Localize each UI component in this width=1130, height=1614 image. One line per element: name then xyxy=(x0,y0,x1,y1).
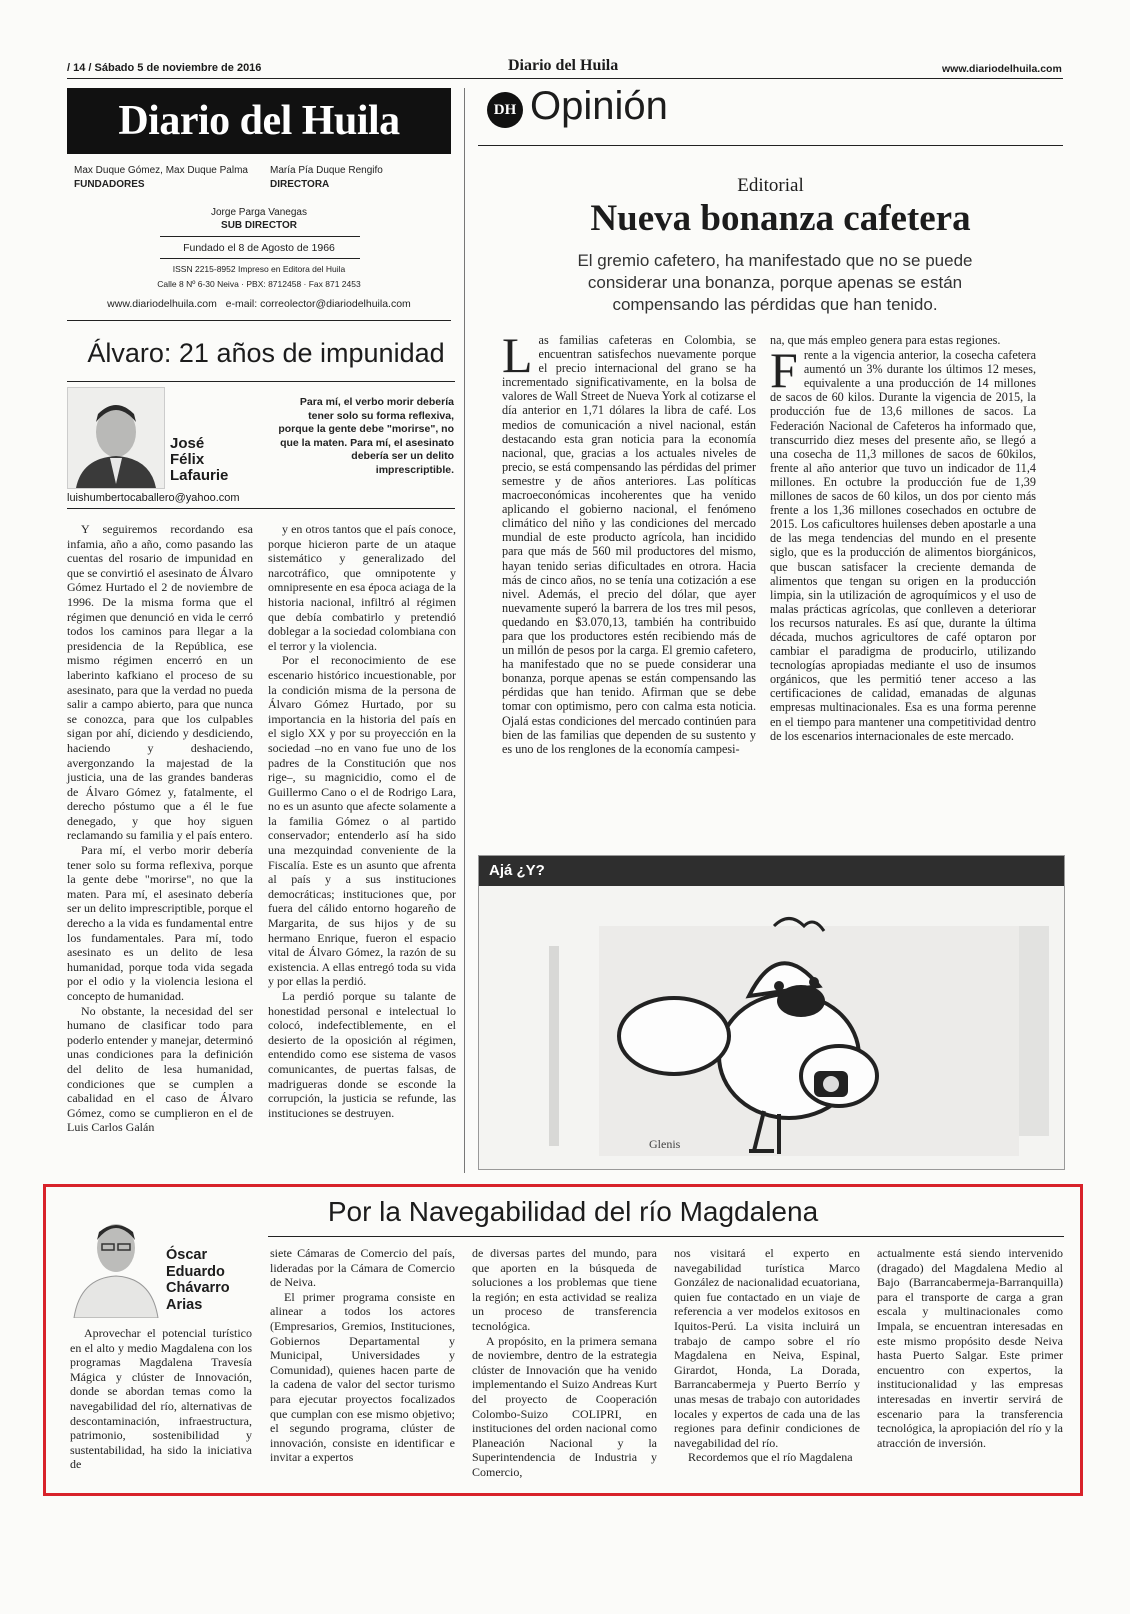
editorial-kicker: Editorial xyxy=(737,175,804,196)
alvaro-col1-p2: Para mí, el verbo morir debería tener solo su forma reflexiva, porque la gente debe "morirse", no que la maten. Para mí, el asesinato debería ser un delito imprescriptible, porque el derecho a la vida es fundamental entre los fundamentales. Para mí, todo asesinato es un delito de lesa humanidad, porque toda vida segada por el odio y la violencia lesiona el concepto de humanidad. xyxy=(67,843,253,1003)
alvaro-col-2 xyxy=(268,522,456,1120)
address-line: Calle 8 Nº 6-30 Neiva · PBX: 8712458 · Fax 871 2453 xyxy=(157,279,361,289)
author-first: José xyxy=(170,435,205,452)
author-last: Lafaurie xyxy=(170,467,229,484)
alvaro-col2-p2: Por el reconocimiento de ese escenario histórico incuestionable, por la condición misma de la persona de Álvaro Gómez Hurtado, por su importancia en la historia del país en el siglo XX y por su proyección en la sociedad –no en vano fue uno de los padres de la Constitución que nos rige–, su magnicidio, como el de Guillermo Cano o el de Rodrigo Lara, no es un asunto que afecte solamente a la familia Gómez o al partido conservador; entenderlo así ha sido una mezquindad conveniente de la Fiscalía. Este es un asunto que afrenta al país y a sus instituciones democráticas; instituciones que, por fuera del cálido entorno hogareño de Margarita, de sus hijos y de su hermano Enrique, fueron el espacio vital de Álvaro Gómez, la razón de su existencia. A ellas entregó toda su vida y por ellas la perdió. xyxy=(268,653,456,989)
author-middle: Félix xyxy=(170,451,205,468)
founded-date: Fundado el 8 de Agosto de 1966 xyxy=(183,242,335,254)
author-name-lafaurie xyxy=(170,436,228,484)
editorial-subtitle: El gremio cafetero, ha manifestado que no se puede considerar una bonanza, porque apenas se están compensando las pérdidas que han tenido. xyxy=(577,251,973,314)
magdalena-col-2 xyxy=(270,1246,455,1465)
chavarro-name-1: Óscar xyxy=(166,1247,208,1263)
header-rule xyxy=(67,78,1063,79)
author-email[interactable]: luishumbertocaballero@yahoo.com xyxy=(67,492,240,504)
masthead-logo-text: Diario del Huila xyxy=(118,98,400,144)
magdalena-col3-p2: A propósito, en la primera semana de noviembre, dentro de la estrategia clúster de Innovación que ha venido implementando el Suizo Andreas Kurt del proyecto de Cooperación Colombo-Suizo COLIPRI, en instituciones del orden nacional como Planeación Nacional y la Superintendencia de Industria y Comercio, xyxy=(472,1333,657,1479)
subdirector-block xyxy=(67,207,451,231)
masthead-logo xyxy=(67,88,451,154)
founders-names: Max Duque Gómez, Max Duque Palma xyxy=(74,165,248,176)
web-email-line xyxy=(67,298,451,310)
cartoon-signature: Glenis xyxy=(649,1137,681,1151)
header-website[interactable]: www.diariodelhuila.com xyxy=(942,63,1062,75)
masthead-bottom-rule xyxy=(67,320,451,321)
page-info: / 14 / Sábado 5 de noviembre de 2016 xyxy=(67,62,262,74)
masthead-rule-1 xyxy=(160,236,360,237)
issn-line: ISSN 2215-8952 Impreso en Editora del Huila xyxy=(172,264,346,274)
magdalena-col4-p2: Recordemos que el río Magdalena xyxy=(688,1450,853,1465)
alvaro-col2-p1: y en otros tantos que el país conoce, porque hicieron parte de un ataque sistemático y generalizado del narcotráfico, que omnipotente y omnipresente en esa época aciaga de la historia nacional, infiltró al régimen que debía combatirlo y pretendió doblegar a la sociedad colombiana con el terror y la violencia. xyxy=(268,522,456,653)
alvaro-col1-p3: No obstante, la necesidad del ser humano de clasificar todo para poderlo entender y manejar, determinó unas condiciones para la definición del delito de lesa humanidad, condiciones que se cumplen a cabalidad en el caso de Álvaro Gómez, como se cumplieron en el de Luis Carlos Galán xyxy=(67,1003,253,1135)
pull-quote: Para mí, el verbo morir debería tener solo su forma reflexiva, porque la gente debe "morirse", no que la maten. Para mí, el asesinato debería ser un delito imprescriptible. xyxy=(278,396,454,476)
header-paper-name: Diario del Huila xyxy=(508,57,619,74)
magdalena-title-rule xyxy=(268,1236,1064,1237)
dh-badge: DH xyxy=(487,92,523,128)
magdalena-col5-p1: actualmente está siendo intervenido (dragado) del Magdalena Medio al Bajo (Barrancabermeja-Barranquilla) para el transporte de carga a gran escala y multinacionales como Impala, se encuentran interesadas en este mismo propósito desde Neiva hasta Puerto Salgar. Este primer encuentro con expertos, la institucionalidad y las empresas interesadas en invertir servirá de escenario para la transferencia tecnológica, la apropiación del río y la atracción de inversión. xyxy=(877,1246,1063,1450)
editorial-dropcap-f: F xyxy=(770,342,798,399)
editorial-col2-top: na, que más empleo genera para estas regiones. xyxy=(770,333,1001,347)
alvaro-col2-p3: La perdió porque su talante de honestidad personal e intelectual lo colocó, indefectiblemente, en el desierto de la oposición al régimen, entendido como ese sistema de vasos comunicantes, de puertas falsas, de madrigueras donde se esconde la corrupción, la justicia se refunde, las instituciones se destruyen. xyxy=(268,989,456,1120)
chavarro-name-4: Arias xyxy=(166,1296,203,1313)
director-name: María Pía Duque Rengifo xyxy=(270,165,383,176)
founders-title: FUNDADORES xyxy=(74,179,145,190)
founders-block xyxy=(74,165,274,190)
author-name-chavarro xyxy=(166,1247,230,1313)
subdirector-name: Jorge Parga Vanegas xyxy=(211,207,307,218)
cartoon-panel xyxy=(478,855,1065,1170)
section-title: Opinión xyxy=(530,84,668,128)
magdalena-col-3 xyxy=(472,1246,657,1480)
chavarro-name-3: Chávarro xyxy=(166,1280,230,1296)
director-title: DIRECTORA xyxy=(270,179,330,190)
author-photo-lafaurie xyxy=(67,387,165,489)
editorial-col2-text: rente a la vigencia anterior, la cosecha cafetera aumentó un 3% durante los últimos 12 meses, equivalente a una producción de 14 millones de sacos de 60 kilos. Durante la vigencia de 2015, la producción fue de 13,6 millones de sacos. La Federación Nacional de Cafeteros ha informado que, transcurrido diez meses del presente año, se llegó a una cosecha de 11,3 millones de sacos de 60kilos, frente al año anterior que tuvo un indicador de 11,4 millones. En octubre la producción fue de 1,39 millones de sacos de 60 kilos, un dos por ciento más frente a los 1,36 millones cosechados en octubre de 2015. Los caficultores huilenses deben apostarle a una de las mega tendencias del mundo en el presente siglo, que es la producción de alimentos biorgánicos, que buscan satisfacer la creciente demanda de alimentos que tengan su origen en la producción limpia, sin la utilización de agroquímicos y el uso de malas prácticas agrícolas, que conlleven a deteriorar los recursos naturales. Es así que, durante la última década, muchos agricultores de café optaron por cambiar el paradigma de producirlo, utilizando tecnologías apropiadas mediante el uso de insumos orgánicos, que les permitió tener acceso a las certificaciones de calidad, emanadas de algunas empresas multinacionales. Esa es una forma perenne en el tiempo para mantener una competitividad dentro de los escenarios internacionales de este mercado. xyxy=(770,348,1036,743)
author-photo-chavarro xyxy=(70,1202,162,1318)
magdalena-col-5 xyxy=(877,1246,1063,1450)
cartoon-illustration xyxy=(479,886,1064,1169)
magdalena-col4-p1: nos visitará el experto en navegabilidad turística Marco González de nacionalidad ecuatoriana, quien fue contactado en un viaje de referencia a ver modelos exitosos en Iquitos-Perú. La visita incluirá un trabajo de campo sobre el río Magdalena en Neiva, Espinal, Girardot, Honda, La Dorada, Barrancabermeja y Puerto Berrío y unas mesas de trabajo con autoridades locales y expertos de cada una de las regiones para definir condiciones de navegabilidad del río. xyxy=(674,1246,860,1450)
editorial-col-2 xyxy=(770,333,1036,743)
portrait-icon xyxy=(70,1202,162,1318)
masthead-web[interactable]: www.diariodelhuila.com xyxy=(107,298,217,310)
chavarro-name-2: Eduardo xyxy=(166,1263,225,1280)
alvaro-col1-p1: Y seguiremos recordando esa infamia, año a año, como pasando las cuentas del rosario de impunidad en que se convirtió el asesinato de Álvaro Gómez Hurtado el 2 de noviembre de 1996. De la misma forma que el régimen que denunció en vida le cerró todos los caminos para llegar a la presidencia de la República, ese mismo régimen encerró en un laberinto kafkiano el proceso de su asesinato, para que la verdad no pueda salir a campo abierto, para que nunca se conozca, para que los culpables sigan por ahí, diciendo y desdiciendo, haciendo y deshaciendo, avergonzando la majestad de la justicia, una de las grandes banderas de Álvaro Gómez y, fatalmente, el derecho póstumo que a él le fue denegado, y que hoy siguen reclamando su familia y el país entero. xyxy=(67,522,253,843)
alvaro-title: Álvaro: 21 años de impunidad xyxy=(87,338,445,368)
author-rule xyxy=(67,508,455,509)
editorial-dropcap-l: L xyxy=(502,327,533,383)
magdalena-col2-p2: El primer programa consiste en alinear a todos los actores (Empresarios, Gremios, Instituciones, Gobiernos Departamental y Municipal, Universidades y Comunidad), quienes hacen parte de la cadena de valor del sector turismo para ejecutar proyectos focalizados que cumplan con ese mismo objetivo; el segundo programa, clúster de innovación, consiste en identificar e invitar a expertos xyxy=(270,1289,455,1465)
magdalena-col1-p1: Aprovechar el potencial turístico en el alto y medio Magdalena con los programas Magdalena Travesía Mágica y clúster de Innovación, donde se abordan temas como la navegabilidad del río, alternativas de descontaminación, infraestructura, patrimonio, sostenibilidad y sustentabilidad, ha sido la iniciativa de xyxy=(70,1326,252,1472)
director-block xyxy=(270,165,450,190)
alvaro-col-1 xyxy=(67,522,253,1135)
subdirector-title: SUB DIRECTOR xyxy=(221,220,297,231)
masthead-rule-2 xyxy=(160,258,360,259)
editorial-title: Nueva bonanza cafetera xyxy=(590,198,971,239)
portrait-icon xyxy=(68,388,164,488)
magdalena-col-1 xyxy=(70,1326,252,1472)
editorial-col1-text: as familias cafeteras en Colombia, se encuentran satisfechos nuevamente porque el precio internacional del grano se ha incrementado significativamente, en la bolsa de valores de Wall Street de Nueva York al cotizarse el día anterior en 1,71 dólares la libra de café. Los medios de comunicación a nivel nacional, están destacando esta gran noticia para la economía nacional, que, gracias a los actuales niveles de precio, se está compensando las pérdidas del primer semestre y de años anteriores. Las políticas macroeconómicas incoherentes que ha venido aplicando el gobierno nacional, el fenómeno climático del niño y las condiciones del mercado mundial de este producto agrícola, han incidido para que más de 560 mil productores del mismo, hayan tenido serias dificultades en otrora. Hacia más de cinco años, no se tenía una cotización a ese nivel. Además, el precio del dólar, que ayer nuevamente superó la barrera de los tres mil pesos, quedando en $3.070,13, también ha contribuido para que los productores estén recibiendo más de un millón de pesos por la carga. El gremio cafetero, ha manifestado que no se puede considerar una bonanza, porque apenas se están compensando las pérdidas que han tenido. Afirman que se debe tomar con optimismo, pero con calma esta noticia. Ojalá estas condiciones del mercado continúen para bien de las familias que dependen de su sustento y es uno de los renglones de la economía campesi- xyxy=(502,333,756,756)
column-divider xyxy=(464,88,465,1173)
cartoon-label: Ajá ¿Y? xyxy=(479,856,1064,886)
magdalena-col3-p1: de diversas partes del mundo, para que aporten en la búsqueda de soluciones a los problemas que tiene la región; en esta actividad se realiza un proceso de transferencia tecnológica. xyxy=(472,1246,657,1333)
magdalena-title: Por la Navegabilidad del río Magdalena xyxy=(327,1196,819,1227)
editorial-col-1 xyxy=(502,327,756,756)
alvaro-title-rule xyxy=(67,381,455,382)
magdalena-col-4 xyxy=(674,1246,860,1465)
section-rule xyxy=(478,145,1063,146)
masthead-email[interactable]: e-mail: correolector@diariodelhuila.com xyxy=(225,298,411,310)
magdalena-col2-p1: siete Cámaras de Comercio del país, lideradas por la Cámara de Comercio de Neiva. xyxy=(270,1246,455,1290)
